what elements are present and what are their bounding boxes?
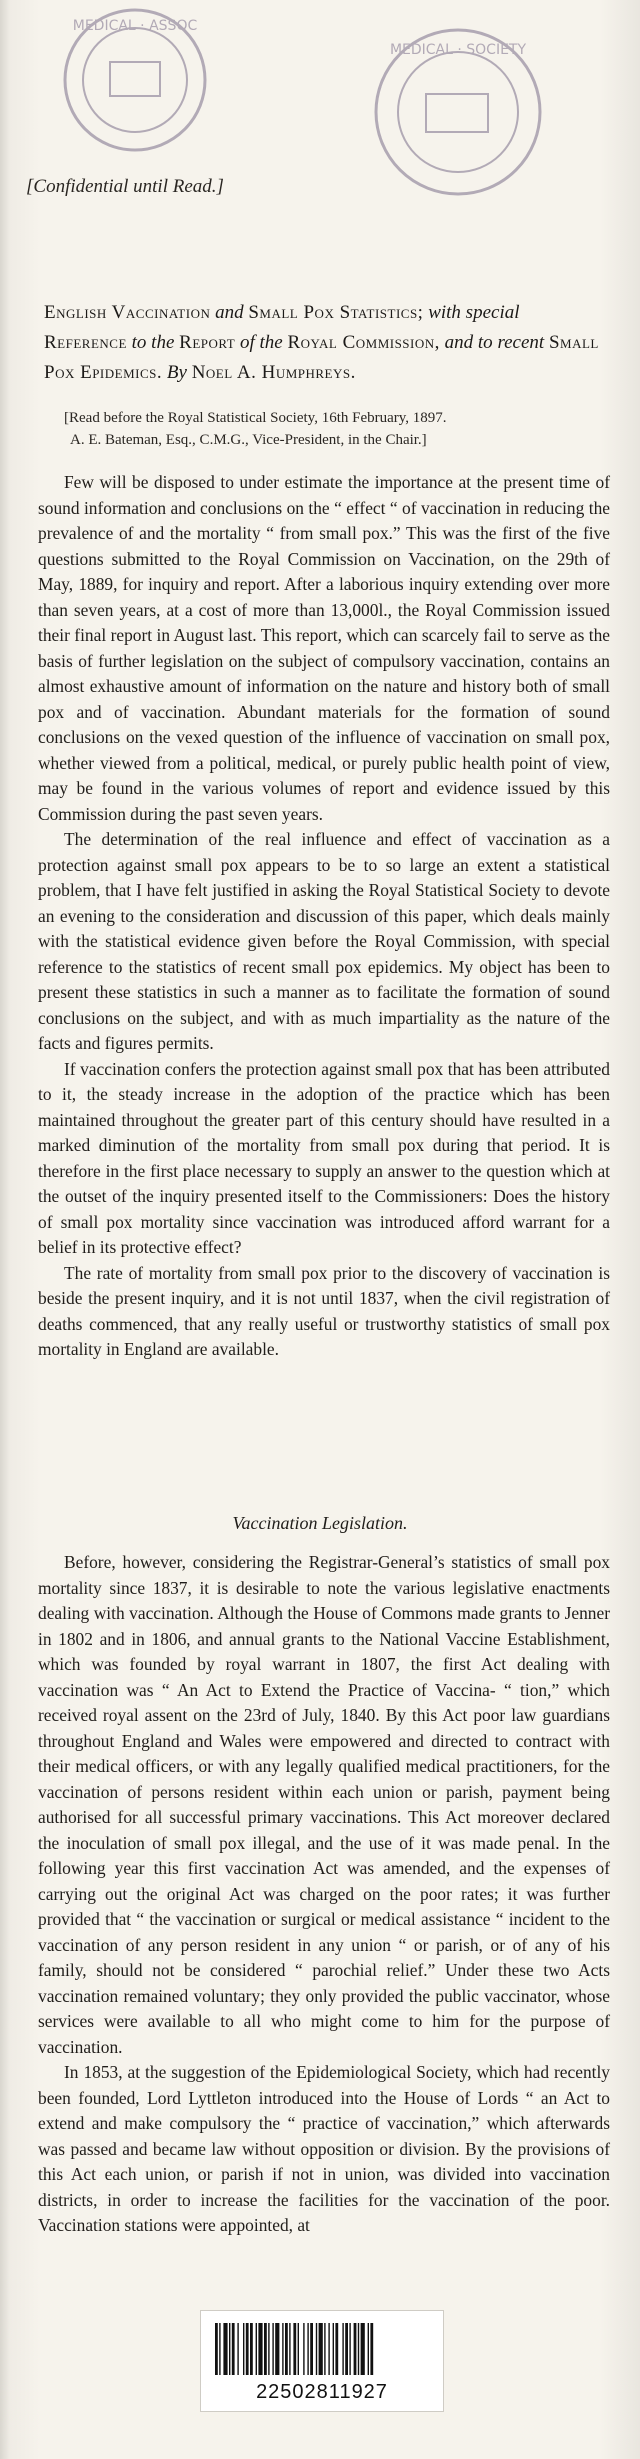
stamp-left-text: MEDICAL · ASSOC (72, 18, 198, 34)
library-stamp-left (40, 0, 230, 165)
barcode-bars (215, 2323, 429, 2375)
paragraph-2: The determination of the real influence and effect of vaccination as a protection against small pox appears to be to so large an extent a statistical problem, that I have felt justified in asking the Royal Statistical Society to devote an evening to the consideration and discussion of this paper, which deals mainly with the statistical evidence given before the Royal Commission, with special reference to the statistics of recent small pox epidemics. My object has been to present these statistics in such a manner as to facilitate the formation of sound conclusions on the subject, and with as much impartiality as the nature of the facts and figures permits. (38, 829, 610, 1053)
meeting-line-2: A. E. Bateman, Esq., C.M.G., Vice-President, in the Chair.] (70, 432, 427, 448)
title-part4: Report (179, 332, 236, 353)
barcode-number: 22502811927 (256, 2381, 388, 2403)
meeting-note (64, 407, 604, 451)
library-stamp-right (340, 20, 570, 200)
body-section-2 (38, 1550, 610, 2239)
barcode-label (200, 2310, 444, 2412)
confidential-note: [Confidential until Read.] (26, 176, 224, 197)
paragraph-3: If vaccination confers the protection against small pox that has been attributed to it, the steady increase in the adoption of the practice which has been maintained throughout the greater part of this century should have resulted in a marked diminution of the mortality from small pox during that period. It is therefore in the first place necessary to supply an answer to the question which at the outset of the inquiry presented itself to the Commissioners: Does the history of small pox mortality since vaccination was introduced afford warrant for a belief in its protective effect? (38, 1058, 610, 1257)
title-with-special: with special (428, 302, 520, 323)
title-to-the: to the (131, 332, 175, 353)
paragraph-5: Before, however, considering the Registrar-General’s statistics of small pox mortality since 1837, it is desirable to note the various legislative enactments dealing with vaccination. Although the House of Commons made grants to Jenner in 1802 and in 1806, and annual grants to the National Vaccine Establishment, which was founded by royal warrant in 1807, the first Act dealing with vaccination was “ An Act to Extend the Practice of Vaccina- “ tion,” which received royal assent on the 23rd of July, 1840. By this Act poor law guardians throughout England and Wales were empowered and directed to contract with their medical officers, or with any legally qualified medical practitioners, for the vaccination of persons resident within each union or parish, payment being authorised for all successful primary vaccinations. This Act moreover declared the inoculation of small pox illegal, and the use of it was made penal. In the following year this first vaccination Act was amended, and the expenses of carrying out the original Act was charged on the poor rates; it was further provided that “ the vaccination or surgical or medical assistance “ incident to the vaccination of any person resident in any union “ or parish, or of any of his family, should not be considered “ parochial relief.” Under these two Acts vaccination remained voluntary; they only provided the public vaccinator, whose services were available to all who might come to him for the purpose of vaccination. (38, 1552, 610, 2057)
stamp-right-text: MEDICAL · SOCIETY (389, 42, 527, 58)
paragraph-6: In 1853, at the suggestion of the Epidemiological Society, which had recently been founded, Lord Lyttleton introduced into the House of Lords “ an Act to extend and make compulsory the “ practice of vaccination,” which afterwards was passed and became law without opposition or division. By the provisions of this Act each union, or parish if not in union, was divided into vaccination districts, in order to increase the facilities for the vaccination of the poor. Vaccination stations were appointed, at (38, 2062, 610, 2235)
title-part5: Royal Commission, (287, 332, 440, 353)
title-by: By (166, 362, 187, 383)
title-recent: recent (497, 332, 545, 353)
title-of-the: of the (239, 332, 283, 353)
title-part3: Reference (44, 332, 127, 353)
section-heading: Vaccination Legislation. (232, 1513, 408, 1533)
meeting-line-1: [Read before the Royal Statistical Society, 16th February, 1897. (64, 410, 447, 426)
body-section-1 (38, 470, 610, 1363)
title-part2: Small Pox Statistics; (248, 302, 424, 323)
paragraph-1: Few will be disposed to under estimate the importance at the present time of sound information and conclusions on the “ effect “ of vaccination in reducing the prevalence of and the mortality “ from small pox.” This was the first of the five questions submitted to the Royal Commission on Vaccination, on the 29th of May, 1889, for inquiry and report. After a laborious inquiry extending over more than seven years, at a cost of more than 13,000l., the Royal Commission issued their final report in August last. This report, which can scarcely fail to serve as the basis of further legislation on the subject of compulsory vaccination, contains an almost exhaustive amount of information on the nature and history both of small pox and of vaccination. Abundant materials for the formation of sound conclusions on the vexed question of the influence of vaccination on small pox, whether viewed from a political, medical, or purely public health point of view, may be found in the various volumes of report and evidence issued by this Commission during the past seven years. (38, 472, 610, 824)
title-and-to: and to (444, 332, 493, 353)
title-part1: English Vaccination (44, 302, 211, 323)
title-and1: and (215, 302, 244, 323)
paragraph-4: The rate of mortality from small pox prior to the discovery of vaccination is beside the present inquiry, and it is not until 1837, when the civil registration of deaths commenced, that any really useful or trustworthy statistics of small pox mortality in England are available. (38, 1262, 610, 1359)
title-part6: Small Pox Epidemics. (44, 332, 599, 383)
paper-title (44, 298, 604, 388)
title-author: Noel A. Humphreys. (191, 362, 356, 383)
